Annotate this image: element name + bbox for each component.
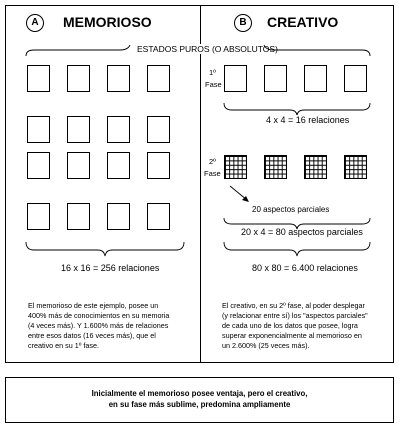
memorioso-paragraph-line: creativo en su 1º fase. — [28, 341, 99, 350]
badge-a: A — [26, 14, 44, 32]
phase2-label: Fase — [204, 169, 221, 178]
phase2-number: 2º — [209, 157, 216, 166]
top-brace-left — [26, 45, 130, 56]
phase1-number: 1º — [209, 68, 216, 77]
memorioso-paragraph-line: entre esos datos (16 veces más), que el — [28, 331, 156, 340]
memorioso-paragraph-line: El memorioso de este ejemplo, posee un — [28, 301, 159, 310]
relations-brace-left — [26, 242, 184, 256]
title-creativo: CREATIVO — [267, 14, 339, 30]
phase1-relations: 4 x 4 = 16 relaciones — [266, 115, 350, 125]
top-brace-right — [264, 45, 370, 56]
relations-formula: 80 x 80 = 6.400 relaciones — [252, 263, 358, 273]
phase1-brace — [224, 103, 370, 115]
phase2-brace — [224, 218, 370, 229]
memorioso-paragraph-line: 400% más de conocimientos en su memoria — [28, 311, 170, 320]
memorioso-paragraph — [28, 301, 198, 351]
conclusion-line-1: Inicialmente el memorioso posee ventaja, pero el creativo, — [91, 389, 308, 398]
aspects-formula: 20 x 4 = 80 aspectos parciales — [241, 227, 363, 237]
relations-brace-right — [224, 242, 370, 256]
badge-b: B — [234, 14, 252, 32]
memorioso-paragraph-line: (4 veces más). Y 1.600% más de relaciones — [28, 321, 169, 330]
conclusion-box — [5, 377, 394, 423]
creativo-paragraph-line: superar exponencialmente al memorioso en — [222, 331, 362, 340]
creativo-paragraph-line: un 2.600% (25 veces más). — [222, 341, 310, 350]
creativo-paragraph — [222, 301, 394, 351]
memorioso-relations: 16 x 16 = 256 relaciones — [61, 263, 160, 273]
creativo-paragraph-line: de cada uno de los datos que posee, logra — [222, 321, 358, 330]
partial-aspects-label: 20 aspectos parciales — [252, 205, 330, 214]
pure-states-heading: ESTADOS PUROS (O ABSOLUTOS) — [137, 44, 278, 54]
title-memorioso: MEMORIOSO — [63, 14, 152, 30]
creativo-paragraph-line: (y relacionar entre sí) los "aspectos parciales" — [222, 311, 368, 320]
phase1-label: Fase — [205, 80, 222, 89]
conclusion-line-2: en su fase más sublime, predomina ampliamente — [108, 400, 291, 409]
creativo-paragraph-line: El creativo, en su 2º fase, al poder desplegar — [222, 301, 365, 310]
